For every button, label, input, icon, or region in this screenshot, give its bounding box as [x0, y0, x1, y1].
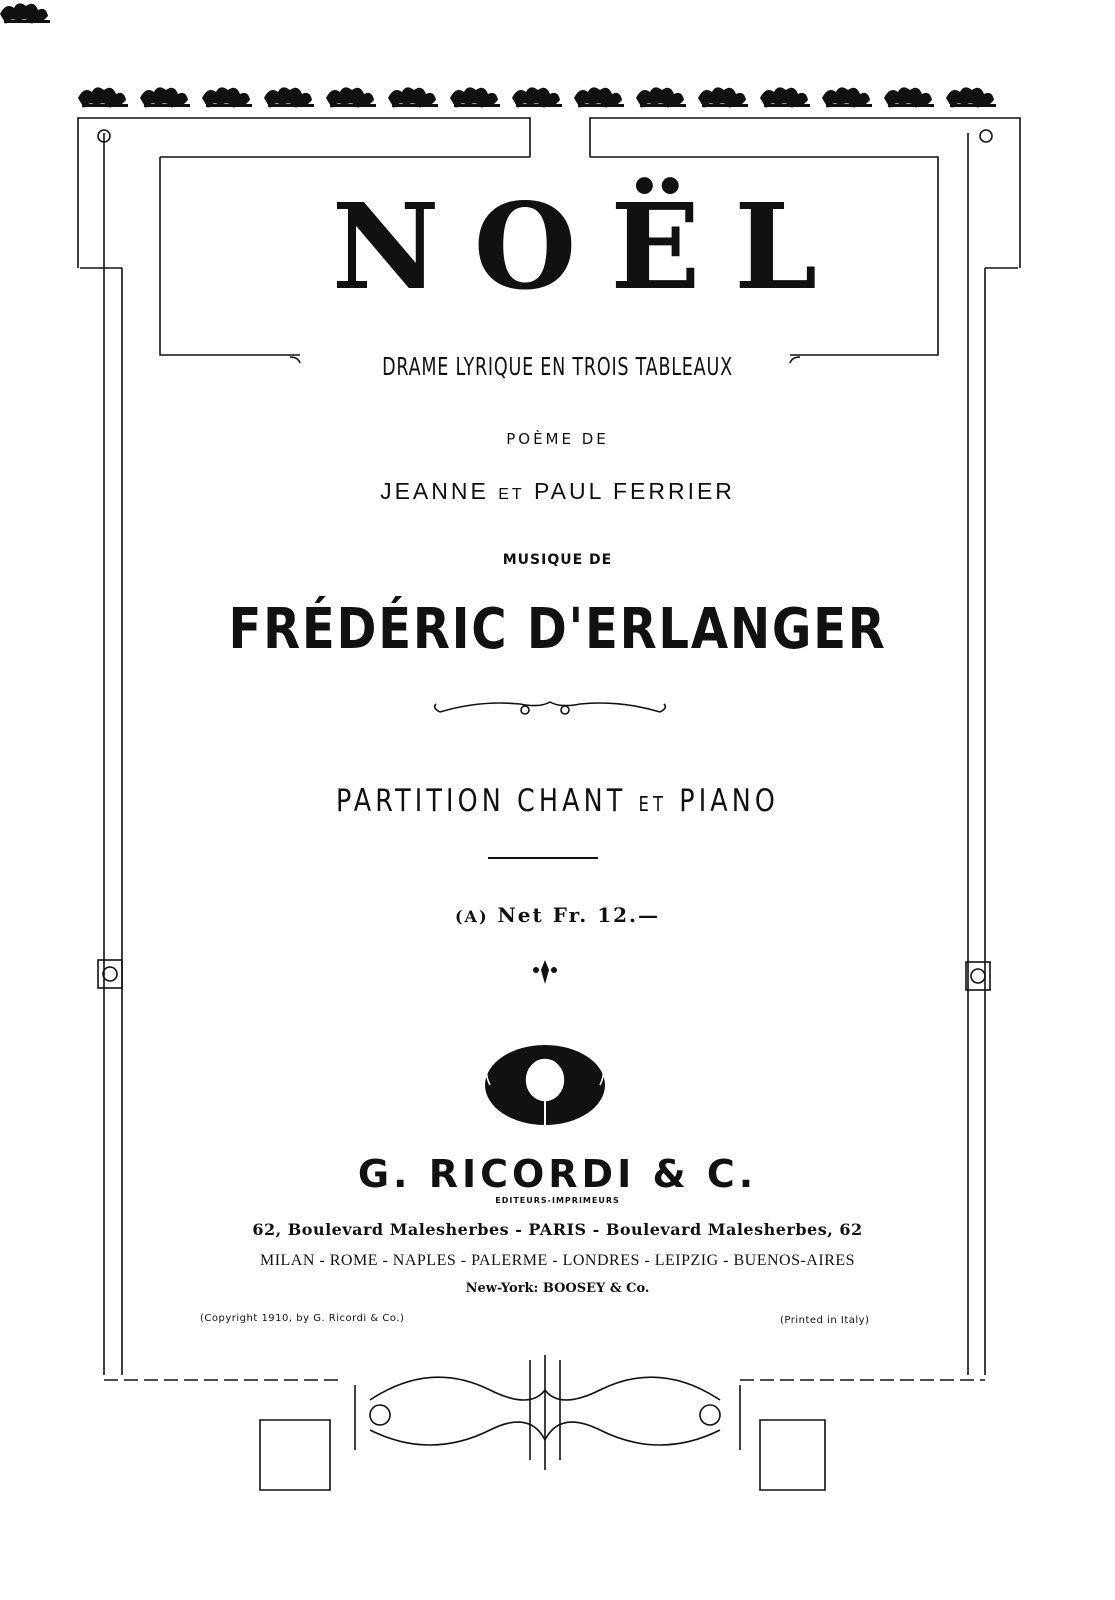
flourish-divider-icon [435, 702, 666, 714]
publisher-cities: MILAN - ROME - NAPLES - PALERME - LONDRES - LEIPZIG - BUENOS-AIRES [259, 1252, 856, 1269]
publisher-name: G. RICORDI & C. [357, 1152, 758, 1196]
publisher-address: 62, Boulevard Malesherbes - PARIS - Boulevard Malesherbes, 62 [252, 1220, 863, 1239]
bottom-ornament-icon [370, 1355, 720, 1470]
poeme-de-label: POÈME DE [506, 430, 609, 448]
price [0, 903, 1115, 927]
edition-part2: PIANO [679, 783, 780, 819]
author-second: PAUL FERRIER [534, 478, 735, 504]
edition-part1: PARTITION CHANT [335, 783, 627, 819]
authors [0, 478, 1115, 505]
publisher-role: EDITEURS-IMPRIMEURS [495, 1196, 620, 1205]
copyright-notice: (Copyright 1910, by G. Ricordi & Co.) [200, 1313, 405, 1324]
price-text: Net Fr. 12.— [497, 903, 660, 927]
edition-conjunction: ET [638, 792, 668, 816]
author-first: JEANNE [380, 478, 489, 504]
subtitle: DRAME LYRIQUE EN TROIS TABLEAUX [382, 352, 733, 381]
page-title: NOËL [331, 177, 852, 316]
ricordi-emblem-icon [485, 1045, 605, 1125]
publisher-newyork: New-York: BOOSEY & Co. [465, 1281, 650, 1296]
top-frieze [0, 3, 996, 108]
author-conjunction: ET [498, 486, 525, 503]
price-code: (A) [454, 907, 489, 926]
edition-label [100, 783, 1014, 819]
printed-notice: (Printed in Italy) [780, 1315, 870, 1326]
fleuron-icon [533, 960, 557, 984]
composer-name: FRÉDÉRIC D'ERLANGER [228, 597, 887, 662]
musique-de-label: MUSIQUE DE [502, 552, 613, 568]
